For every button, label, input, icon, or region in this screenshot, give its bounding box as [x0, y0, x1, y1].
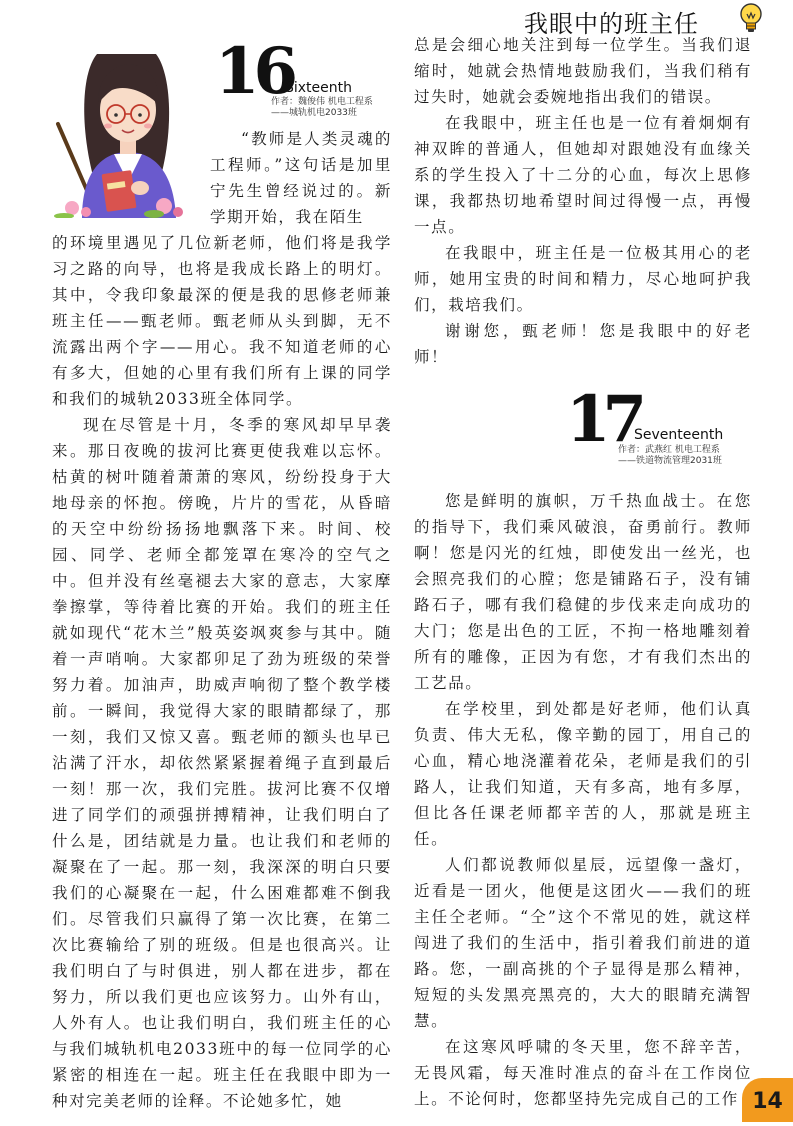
author-info-17 [618, 445, 722, 467]
paragraph: “教师是人类灵魂的工程师。”这句话是加里宁先生曾经说过的。新学期开始，我在陌生 [210, 130, 392, 226]
paragraph: 在学校里，到处都是好老师，他们认真负责、伟大无私，像辛勤的园丁，用自己的心血，精心地浇灌着花朵，老师是我们的引路人，让我们知道，天有多高，地有多厚，但比各任课老师都辛苦的人，那就是班主任。 [414, 700, 752, 848]
page-title: 我眼中的班主任 [524, 10, 699, 38]
paragraph: 您是鲜明的旗帜，万千热血战士。在您的指导下，我们乘风破浪，奋勇前行。教师啊！您是闪光的红烛，即使发出一丝光，也会照亮我们的心膛；您是铺路石子，没有铺路石子，哪有我们稳健的步伐来走向成功的大门；您是出色的工匠，不拘一格地雕刻着所有的雕像，正因为有您，才有我们杰出的工艺品。 [414, 492, 752, 692]
page-number-badge: 14 [742, 1078, 793, 1122]
lightbulb-icon [738, 2, 764, 36]
article16-continuation-block [414, 32, 752, 370]
article-number-17: 17 [566, 382, 640, 457]
paragraph: 在我眼中，班主任是一位极其用心的老师，她用宝贵的时间和精力，尽心地呵护我们，栽培我们。 [414, 244, 752, 314]
article16-main-block [52, 230, 392, 1114]
author-name-16: 作者：魏俊伟 机电工程系 [271, 97, 373, 107]
article16-intro-block [210, 126, 392, 230]
article-english-number-16: Sixteenth [285, 80, 353, 96]
paragraph: 的环境里遇见了几位新老师，他们将是我学习之路的向导，也将是我成长路上的明灯。其中，令我印象最深的便是我的思修老师兼班主任——甄老师。甄老师从头到脚，无不流露出两个字——用心。我不知道老师的心有多大，但她的心里有我们所有上课的同学和我们的城轨2033班全体同学。 [52, 234, 392, 408]
paragraph: 总是会细心地关注到每一位学生。当我们退缩时，她就会热情地鼓励我们，当我们稍有过失时，她就会委婉地指出我们的错误。 [414, 36, 752, 106]
author-info-16 [271, 97, 373, 119]
article-number-16: 16 [215, 34, 293, 109]
author-class-16: ——城轨机电2033班 [271, 108, 357, 118]
paragraph: 现在尽管是十月，冬季的寒风却早早袭来。那日夜晚的拔河比赛更使我难以忘怀。枯黄的树叶随着萧萧的寒风，纷纷投身于大地母亲的怀抱。傍晚，片片的雪花，从昏暗的天空中纷纷扬扬地飘落下来。时间、校园、同学、老师全都笼罩在寒冷的空气之中。但并没有丝毫褪去大家的意志，大家摩拳擦掌，等待着比赛的开始。我们的班主任就如现代“花木兰”般英姿飒爽参与其中。随着一声哨响。大家都卯足了劲为班级的荣誉努力着。加油声，助威声响彻了整个教学楼前。一瞬间，我觉得大家的眼睛都绿了，那一刻，我们又惊又喜。甄老师的额头也早已沾满了汗水，却依然紧紧握着绳子直到最后一刻！那一次，我们完胜。拔河比赛不仅增进了同学们的顽强拼搏精神，让我们明白了什么是，团结就是力量。也让我们和老师的凝聚在了一起。那一刻，我深深的明白只要我们的心凝聚在一起，什么困难都难不倒我们。尽管我们只赢得了第一次比赛，在第二次比赛输给了别的班级。但是也很高兴。让我们明白了与时俱进，别人都在进步，都在努力，所以我们更也应该努力。山外有山，人外有人。也让我们明白，我们班主任的心与我们城轨机电2033班中的每一位同学的心紧密的相连在一起。班主任在我眼中即为一种对完美老师的诠释。不论她多忙，她 [52, 416, 392, 1110]
teacher-illustration [42, 32, 218, 218]
paragraph: 在这寒风呼啸的冬天里，您不辞辛苦，无畏风霜，每天准时准点的奋斗在工作岗位上。不论何时，您都坚持先完成自己的工作 [414, 1038, 752, 1108]
author-name-17: 作者：武燕红 机电工程系 [618, 445, 720, 455]
author-class-17: ——铁道物流管理2031班 [618, 456, 722, 466]
paragraph: 在我眼中，班主任也是一位有着炯炯有神双眸的普通人，但她却对跟她没有血缘关系的学生投入了十二分的心血，每次上思修课，我都热切地希望时间过得慢一点，再慢一点。 [414, 114, 752, 236]
article17-block [414, 488, 752, 1112]
paragraph: 谢谢您，甄老师！您是我眼中的好老师！ [414, 322, 752, 366]
article-english-number-17: Seventeenth [634, 427, 724, 443]
paragraph: 人们都说教师似星辰，远望像一盏灯，近看是一团火，他便是这团火——我们的班主任仝老师。“仝”这个不常见的姓，就这样闯进了我们的生活中，指引着我们前进的道路。您，一副高挑的个子显得是那么精神，短短的头发黑亮黑亮的，大大的眼睛充满智慧。 [414, 856, 752, 1030]
